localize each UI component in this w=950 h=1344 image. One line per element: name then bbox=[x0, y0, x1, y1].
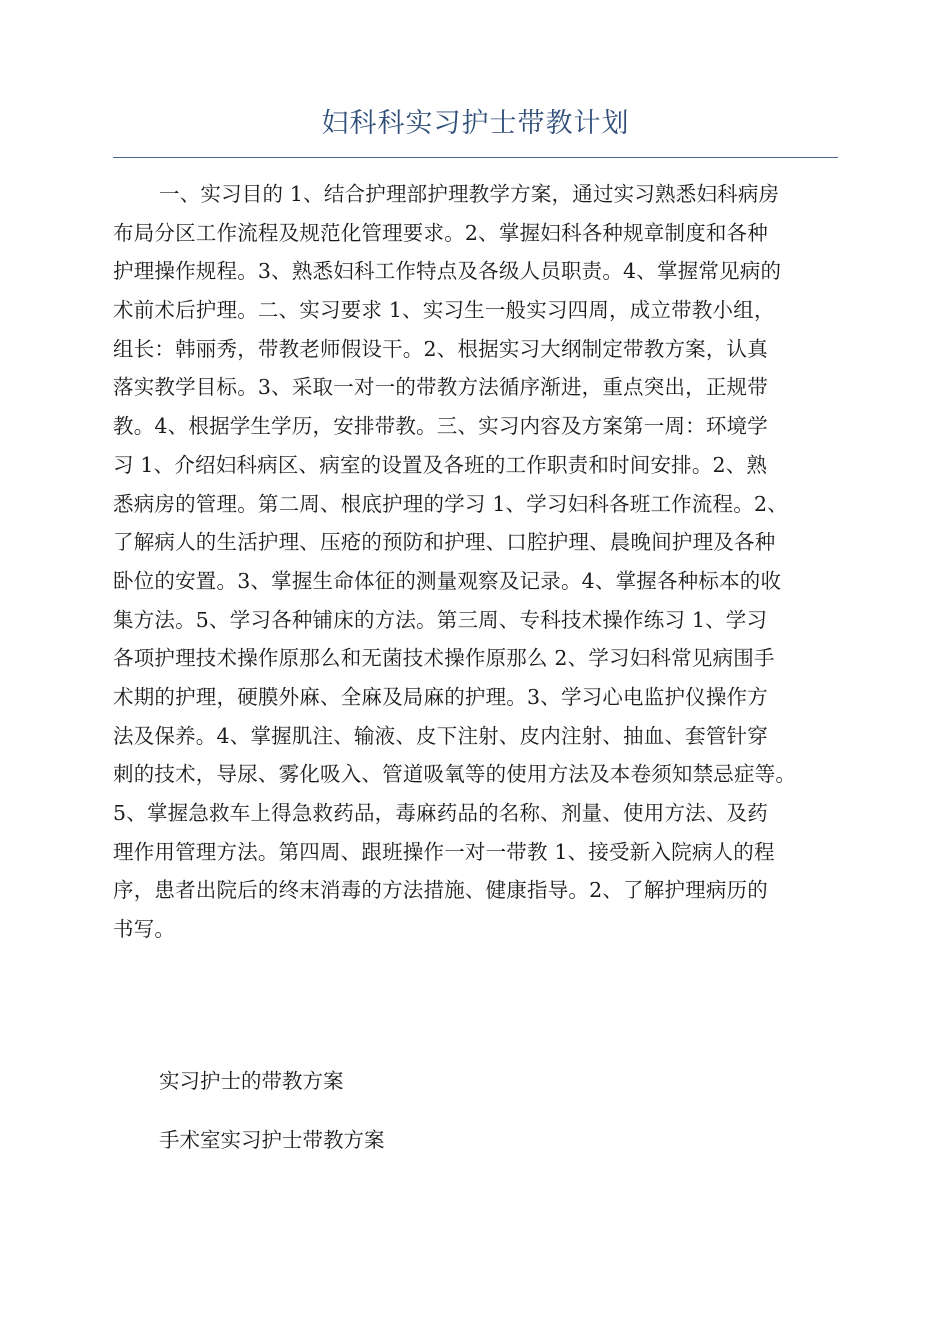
body-line: 术前术后护理。二、实习要求 1、实习生一般实习四周，成立带教小组， bbox=[113, 298, 775, 323]
section-heading-teaching-plan: 实习护士的带教方案 bbox=[159, 1069, 344, 1093]
body-line: 书写。 bbox=[113, 917, 176, 942]
body-line: 教。4、根据学生学历，安排带教。三、实习内容及方案第一周：环境学 bbox=[113, 414, 768, 439]
body-line: 布局分区工作流程及规范化管理要求。2、掌握妇科各种规章制度和各种 bbox=[113, 220, 768, 245]
document-title: 妇科科实习护士带教计划 bbox=[321, 108, 630, 139]
body-line: 各项护理技术操作原那么和无菌技术操作原那么 2、学习妇科常见病围手 bbox=[113, 646, 775, 671]
body-line: 落实教学目标。3、采取一对一的带教方法循序渐进，重点突出，正规带 bbox=[113, 375, 768, 400]
title-divider bbox=[113, 157, 838, 158]
body-line: 护理操作规程。3、熟悉妇科工作特点及各级人员职责。4、掌握常见病的 bbox=[113, 259, 782, 284]
body-line: 卧位的安置。3、掌握生命体征的测量观察及记录。4、掌握各种标本的收 bbox=[113, 568, 782, 593]
body-line: 序，患者出院后的终末消毒的方法措施、健康指导。2、了解护理病历的 bbox=[113, 878, 768, 903]
body-line: 悉病房的管理。第二周、根底护理的学习 1、学习妇科各班工作流程。2、 bbox=[113, 491, 788, 516]
body-line: 了解病人的生活护理、压疮的预防和护理、口腔护理、晨晚间护理及各种 bbox=[113, 530, 776, 555]
body-line: 5、掌握急救车上得急救药品，毒麻药品的名称、剂量、使用方法、及药 bbox=[113, 801, 768, 825]
body-line: 集方法。5、学习各种铺床的方法。第三周、专科技术操作练习 1、学习 bbox=[113, 607, 768, 632]
section-heading-operating-room-plan: 手术室实习护士带教方案 bbox=[159, 1128, 385, 1152]
body-line: 刺的技术，导尿、雾化吸入、管道吸氧等的使用方法及本卷须知禁忌症等。 bbox=[113, 762, 797, 787]
body-line: 习 1、介绍妇科病区、病室的设置及各班的工作职责和时间安排。2、熟 bbox=[113, 452, 768, 477]
body-line: 理作用管理方法。第四周、跟班操作一对一带教 1、接受新入院病人的程 bbox=[113, 839, 775, 864]
body-line: 组长：韩丽秀，带教老师假设干。2、根据实习大纲制定带教方案，认真 bbox=[113, 336, 768, 361]
body-paragraph bbox=[113, 175, 853, 949]
body-line: 术期的护理，硬膜外麻、全麻及局麻的护理。3、学习心电监护仪操作方 bbox=[113, 684, 768, 709]
body-line: 一、实习目的 1、结合护理部护理教学方案，通过实习熟悉妇科病房 bbox=[159, 182, 780, 206]
body-line: 法及保养。4、掌握肌注、输液、皮下注射、皮内注射、抽血、套管针穿 bbox=[113, 723, 768, 748]
